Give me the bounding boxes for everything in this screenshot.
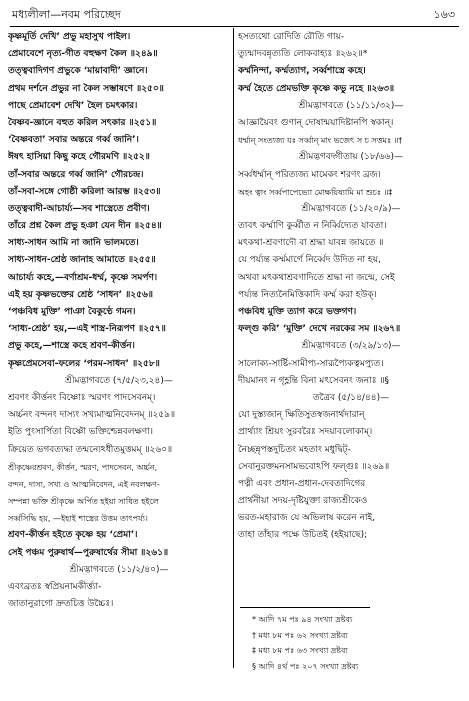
- text-line: ‘সাধ্য-শ্রেষ্ঠ’ হয়,—এই শাস্ত্র-নিরূপণ ॥২৫৭॥: [8, 324, 166, 335]
- running-title: মধ্যলীলা—নবম পরিচ্ছেদ: [12, 8, 121, 21]
- text-line: সেবানুরক্তমনসামভবোঽপি ফল্গুঃ ॥২৬৯॥: [238, 461, 390, 472]
- text-line: ধর্ম্মান্ সংত্যজ্য যঃ সর্ব্বান্ মাং ভজেৎ স চ সত্তমঃ ॥†: [238, 136, 403, 146]
- text-line: ‘পঞ্চবিধ মুক্তি’ পাঞা বৈকুণ্ঠে গমন।: [8, 307, 136, 317]
- text-line: শ্রীমদ্ভাগবতে (৩/২৯/১৩)—: [301, 341, 401, 352]
- text-line: শ্রীমদ্ভগবদ্গীতায় (১৮/৬৬)—: [299, 152, 403, 163]
- text-line: আচার্য্য কহে,—বর্ণাশ্রম-ধর্ম্ম, কৃষ্ণে সমর্পণ।: [8, 272, 158, 283]
- text-line: নৈচ্ছন্নৃপস্তদুচিতং মহতাং মধুদ্বিট্-: [238, 444, 351, 455]
- footnote-line: ‡ মধ্য ৮ম পঃ ৬৩ সংখ্যা দ্রষ্টব্য: [252, 646, 348, 655]
- text-line: শ্রীকৃষ্ণেরশ্রবণ, কীর্ত্তন, স্মরণ, পাদসেবন, অর্চ্চন,: [8, 462, 158, 472]
- text-line: তাঁ-সবার অন্তরে গর্ব্ব জানি’ গৌরচন্দ্র।: [8, 169, 144, 180]
- text-line: অথবা মৎকথাশ্রবণাদিতে শ্রদ্ধা না জন্মে, সেই: [238, 272, 395, 283]
- text-line: কর্ম্ম হৈতে প্রেমভক্তি কৃষ্ণে কভু নহে ॥২৬৩॥: [238, 83, 395, 94]
- text-line: সাধ্য-সাধন আমি না জানি ভালমতে।: [8, 238, 139, 249]
- text-line: পত্নী এবং প্রধান-প্রধান-দেবতাদিগের: [238, 478, 366, 489]
- text-line: আজ্ঞায়ৈবং গুণান্ দোষান্ময়াদিষ্টানপি স্বকান্।: [238, 117, 394, 128]
- text-line: শ্রীমদ্ভাগবতে (৭/৫/২৩,২৪)—: [65, 375, 173, 386]
- left-column: [8, 29, 230, 613]
- text-line: শ্রবণং কীর্ত্তনং বিষ্ণোঃ স্মরণং পাদসেবনম্‌।: [8, 392, 156, 403]
- text-line: কর্ম্মনিন্দা, কর্ম্মত্যাগ, সর্ব্বশাস্ত্রে কহে।: [238, 66, 366, 77]
- text-line: ত্যুন্মাদবন্নৃত্যতি লোকবাহ্যঃ ॥২৬২॥*: [238, 49, 368, 60]
- footnotes: [252, 612, 462, 674]
- text-line: ফল্গু করি’ ‘মুক্তি’ দেখে নরকের সম ॥২৬৭॥: [238, 324, 401, 335]
- footnote-rule: [240, 607, 370, 608]
- right-column: [238, 29, 464, 545]
- text-line: প্রার্থ্যাং শ্রিয়ং সুরবরৈঃ সদয়াবলোকাম্।: [238, 427, 373, 438]
- text-line: মৎকথা-শ্রবণাদৌ বা শ্রদ্ধা যাবন্ন জায়তে ॥: [238, 238, 384, 249]
- text-line: যে পর্য্যন্ত কর্ম্মমার্গে নির্ব্বেদ উদিত না হয়,: [238, 255, 381, 266]
- text-line: বৈষ্ণব-জ্ঞানে বহুত করিল সৎকার ॥২৫১॥: [8, 117, 157, 128]
- text-line: ইতি পুংসার্পিতা বিষ্ণৌ ভক্তিশ্চেন্নবলক্ষণা।: [8, 427, 153, 438]
- text-line: ভরত-মহারাজ যে অভিলাষ করেন নাই,: [238, 513, 375, 524]
- text-line: এবংব্রতঃ স্বপ্রিয়নামকীর্ত্ত্যা-: [8, 582, 102, 592]
- text-line: সালোক্য-সার্ষ্টি-সামীপ্য-সারূপ্যৈকত্বমপ্যুত।: [238, 358, 384, 369]
- text-line: অহং ত্বাং সর্ব্বপাপেভ্যো মোক্ষয়িষ্যামি মা শুচঃ ॥‡: [238, 187, 393, 197]
- footnote-line: * আদি ৭ম পঃ ৯৪ সংখ্যা দ্রষ্টব্য: [252, 615, 353, 624]
- text-line: কৃষ্ণমূর্তি দেখি’ প্রভু মহাসুখ পাইল।: [8, 32, 131, 42]
- text-line: তাহা তাঁহার পক্ষে উচিতই (হইয়াছে);: [238, 530, 368, 541]
- text-line: তত্ত্ববাদী-আচার্য্য—সব শাস্ত্রেতে প্রবীণ।: [8, 203, 150, 214]
- text-line: পঞ্চবিধ মুক্তি ত্যাগ করে ভক্তগণ।: [238, 307, 357, 317]
- text-line: সাধ্য-সাধন-শ্রেষ্ঠ জানাহ আমাতে ॥২৫৫॥: [8, 255, 156, 266]
- text-line: তাঁরে প্রশ্ন কৈল প্রভু হঞা যেন দীন ॥২৫৪॥: [8, 221, 162, 232]
- text-line: সর্ব্বধর্ম্মান্ পরিত্যজ্য মামেকং শরণং ব্রজ।: [238, 169, 381, 180]
- page-header: [10, 4, 459, 27]
- text-line: হসত্যথো রোদিতি রৌতি গায়-: [238, 32, 345, 42]
- text-line: তত্রৈব (৫/১৪/৪৪)—: [312, 392, 390, 403]
- text-line: প্রভু কহে,—শাস্ত্রে কহে শ্রবণ-কীর্ত্তন।: [8, 341, 135, 352]
- page-number: ১৬৩: [433, 8, 455, 21]
- text-line: পর্য্যন্ত নিত্যনৈমিত্তিকাদি কর্ম্ম করা হউক্।: [238, 289, 377, 300]
- text-line: তত্ত্ববাদিগণ প্রভুকে ‘মায়াবাদী’ জ্ঞানে।: [8, 66, 148, 77]
- text-line: শ্রীমদ্ভাগবতে (১১/২/৪০)—: [69, 564, 169, 575]
- text-line: যো দুস্ত্যজান্ ক্ষিতিসুতস্বজনার্থদারান্: [238, 410, 365, 421]
- text-line: সর্ব্বসিদ্ধি হয়, —ইহাই শাস্ত্রের উত্তম তাৎপর্য্য।: [8, 514, 148, 524]
- text-line: তাঁ-সবা-সঙ্গে গোষ্ঠী করিলা আরম্ভ ॥২৫৩॥: [8, 186, 161, 197]
- text-line: সম্পন্না ভক্তি শ্রীকৃষ্ণে অর্পিত হইয়া সাধিত হইলে: [8, 497, 159, 507]
- text-line: প্রার্থনীয়া সদয়-দৃষ্টিযুক্তা রাজ্যশ্রীকেও: [238, 496, 368, 507]
- text-line: ঈষৎ হাসিয়া কিছু কহে গৌরমণি ॥২৫২॥: [8, 152, 150, 163]
- text-line: সেই পঞ্চম পুরুষার্থ—পুরুষার্থের সীমা ॥২৬১॥: [8, 547, 169, 558]
- text-line: জাতানুরাগো দ্রুতচিত্ত উচ্চৈঃ।: [8, 599, 114, 610]
- text-line: দীয়মানং ন গৃহ্ণন্তি বিনা মৎসেবনং জনাঃ ॥§: [238, 375, 389, 386]
- text-line: কৃষ্ণপ্রেমসেবা-ফলের ‘পরম-সাধন’ ॥২৫৮॥: [8, 358, 160, 369]
- column-divider: [233, 28, 234, 668]
- footnote-line: § আদি ৪র্থ পঃ ২০৭ সংখ্যা দ্রষ্টব্য: [252, 661, 359, 671]
- footnote-line: † মধ্য ৮ম পঃ ৬২ সংখ্যা দ্রষ্টব্য: [252, 630, 348, 640]
- text-line: শ্রীমদ্ভাগবতে (১১/২০/৯)—: [301, 203, 401, 214]
- text-line: প্রেমাবেশে নৃত্য-গীত বহুক্ষণ কৈল ॥২৪৯॥: [8, 49, 158, 60]
- text-line: তাবৎ কর্ম্মাণি কুর্ব্বীত ন নির্ব্বিদ্যেত যাবতা।: [238, 221, 387, 232]
- text-line: প্রথম দর্শনে প্রভুর না কৈল সম্ভাষণে ॥২৫০॥: [8, 83, 164, 94]
- text-line: অর্চ্চনং বন্দনং দাস্যং সখ্যমাত্মনিবেদনম্ ॥২৫৯॥: [8, 410, 176, 421]
- text-line: বন্দন, দাস্য, সখ্য ও আত্মনিবেদন, এই নবলক্ষণ-: [8, 479, 160, 489]
- text-line: এই হয় কৃষ্ণভক্তের শ্রেষ্ঠ ‘সাধন’ ॥২৫৬॥: [8, 289, 153, 300]
- text-line: ক্রিয়েত ভগবত্যদ্ধা তন্মন্যেঽধীতমুত্তমম্ ॥২৬০॥: [8, 444, 173, 455]
- text-line: শ্রবণ-কীর্ত্তন হইতে কৃষ্ণে হয় ‘প্রেমা’।: [8, 530, 138, 541]
- text-line: ‘বৈষ্ণবতা’ সবার অন্তরে গর্ব্ব জানি’।: [8, 135, 139, 146]
- text-line: পাছে প্রেমাবেশ দেখি’ হৈল চমৎকার।: [8, 100, 138, 111]
- text-line: শ্রীমদ্ভাগবতে (১১/১১/৩২)—: [298, 100, 404, 111]
